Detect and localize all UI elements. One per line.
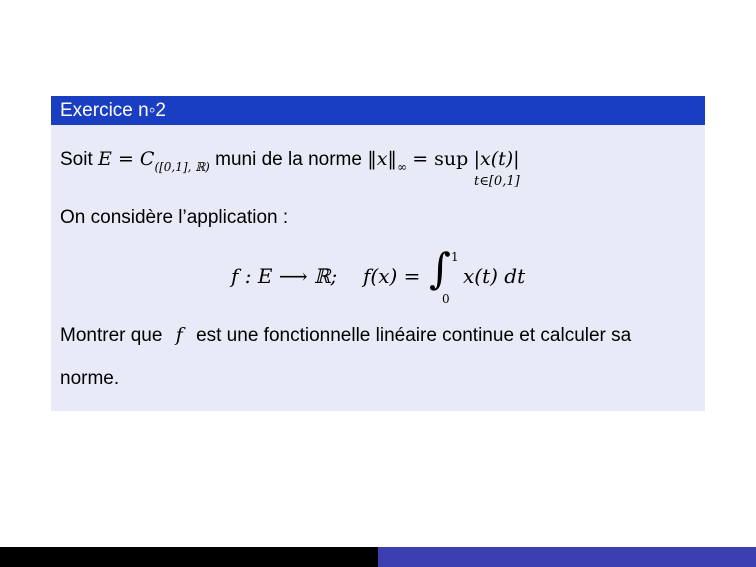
integral-lower: 0 <box>442 292 450 306</box>
block-title <box>51 96 705 125</box>
norm-subscript: ∞ <box>396 160 407 174</box>
question-line-end: norme. <box>60 368 120 389</box>
block-title-text: Exercice n◦2 <box>60 100 167 121</box>
abs-value: |x(t)| <box>473 148 520 170</box>
soit-text: Soit <box>60 149 93 170</box>
integral-upper: 1 <box>451 250 459 264</box>
question-var: f <box>175 324 183 346</box>
formula-left: f : E ⟶ ℝ; <box>231 264 338 288</box>
question-line <box>60 324 631 347</box>
space-definition: E = C <box>98 148 155 170</box>
sup-index: t∈[0,1] <box>474 174 520 189</box>
integrand: x(t) dt <box>463 264 526 288</box>
application-line: On considère l’application : <box>60 207 289 228</box>
integral-icon: ∫ <box>429 244 451 293</box>
question-part2: est une fonctionnelle linéaire continue et calculer sa <box>196 325 632 346</box>
sup-operator: = sup <box>412 148 469 170</box>
formula-mid: f(x) = <box>363 264 421 288</box>
question-part1: Montrer que <box>60 325 163 346</box>
space-subscript: ([0,1], ℝ) <box>154 160 210 174</box>
footer-right-bar <box>378 547 756 567</box>
norm-intro-text: muni de la norme <box>215 149 362 170</box>
footer-left-bar <box>0 547 378 567</box>
norm-symbol: ‖x‖ <box>367 148 397 170</box>
exercise-block <box>51 96 705 411</box>
function-formula <box>231 246 561 306</box>
definition-line <box>60 148 520 174</box>
